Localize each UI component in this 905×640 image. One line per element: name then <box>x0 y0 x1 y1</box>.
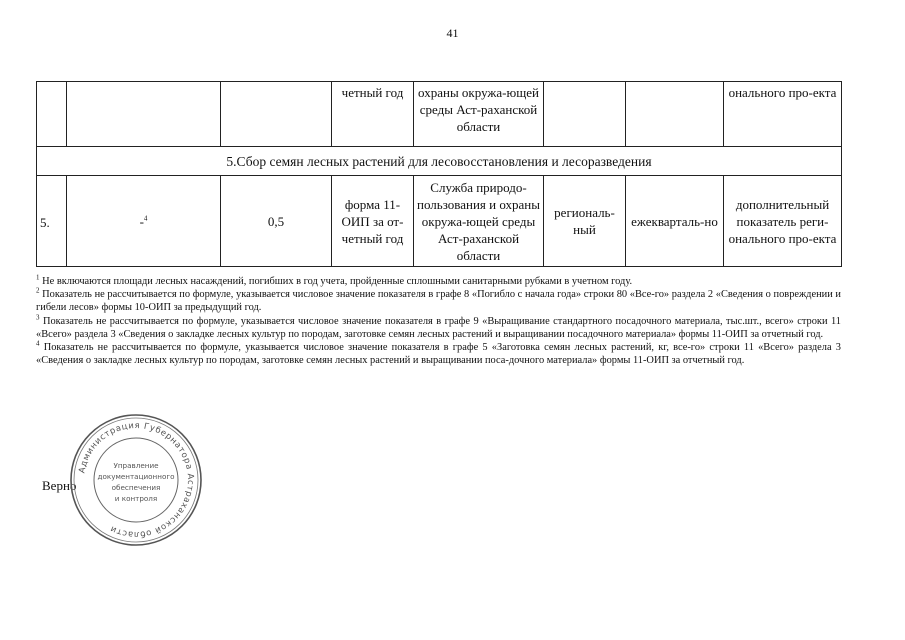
cell-level: региональ-ный <box>544 176 626 267</box>
footnote-mark: 1 <box>36 273 40 282</box>
footnote-text: Показатель не рассчитывается по формуле, указывается числовое значение показателя в графе 5 «Заготовка семян лесных растений, кг, все-го» строки 11 «Всего» раздела 3 «Сведения о закладке лесных культур по породам, заготовке семян лесных растений и выращивании поса-дочного материала» формы 11-ОИП за отчетный год. <box>36 342 841 367</box>
footnote-3 <box>36 315 841 341</box>
cell-empty <box>544 82 626 147</box>
footnote-text: Не включаются площади лесных насаждений, погибших в год учета, пройденные сплошными санитарными рубками в учетном году. <box>42 276 633 287</box>
cell-form: четный год <box>332 82 414 147</box>
cell-empty <box>67 82 221 147</box>
table-row <box>37 176 842 267</box>
footnote-ref: 4 <box>143 214 148 223</box>
cell-form: форма 11-ОИП за от-четный год <box>332 176 414 267</box>
footnotes <box>36 275 841 367</box>
footnote-mark: 4 <box>36 339 40 348</box>
cell-periodicity: ежекварталь-но <box>626 176 724 267</box>
official-stamp <box>68 412 204 548</box>
row-number: 5. <box>37 176 67 267</box>
footnote-mark: 3 <box>36 313 40 322</box>
cell-empty <box>221 82 332 147</box>
cell-value: 0,5 <box>221 176 332 267</box>
stamp-line-4: и контроля <box>114 494 158 503</box>
cell-note: дополнительный показатель реги-онального про-екта <box>724 176 842 267</box>
section-title: 5.Сбор семян лесных растений для лесовосстановления и лесоразведения <box>37 147 842 176</box>
cell-note: онального про-екта <box>724 82 842 147</box>
footnote-mark: 2 <box>36 286 40 295</box>
footnote-2 <box>36 288 841 314</box>
cell-empty <box>37 82 67 147</box>
stamp-line-2: документационного <box>97 472 175 481</box>
stamp-line-3: обеспечения <box>111 483 161 492</box>
stamp-ring-textpath: Администрация Губернатора Астраханской области <box>77 420 196 540</box>
stamp-line-1: Управление <box>113 461 159 470</box>
page-number: 41 <box>446 26 459 40</box>
footnote-1 <box>36 275 841 288</box>
cell-empty <box>626 82 724 147</box>
cell-responsible: охраны окружа-ющей среды Аст-раханской области <box>414 82 544 147</box>
footnote-4 <box>36 341 841 367</box>
footnote-text: Показатель не рассчитывается по формуле, указывается числовое значение показателя в графе 8 «Погибло с начала года» строки 80 «Все-го» раздела 2 «Сведения о повреждении и гибели лесов» формы 10-ОИП за предыдущий год. <box>36 289 841 314</box>
verno-label: Верно <box>42 478 77 493</box>
cell-dash <box>67 176 221 267</box>
dash-text: - <box>139 213 144 229</box>
footnote-text: Показатель не рассчитывается по формуле, указывается числовое значение показателя в графе 9 «Выращивание стандартного посадочного материала, тыс.шт., всего» строки 11 «Всего» раздела 3 «Сведения о закладке лесных культур по породам, заготовке семян лесных растений и выращивании посадочного материала» формы 11-ОИП за отчетный год. <box>36 315 841 340</box>
cell-responsible: Служба природо-пользования и охраны окружа-ющей среды Аст-раханской области <box>414 176 544 267</box>
data-table <box>36 81 842 267</box>
table-row-continued <box>37 82 842 147</box>
section-header-row <box>37 147 842 176</box>
